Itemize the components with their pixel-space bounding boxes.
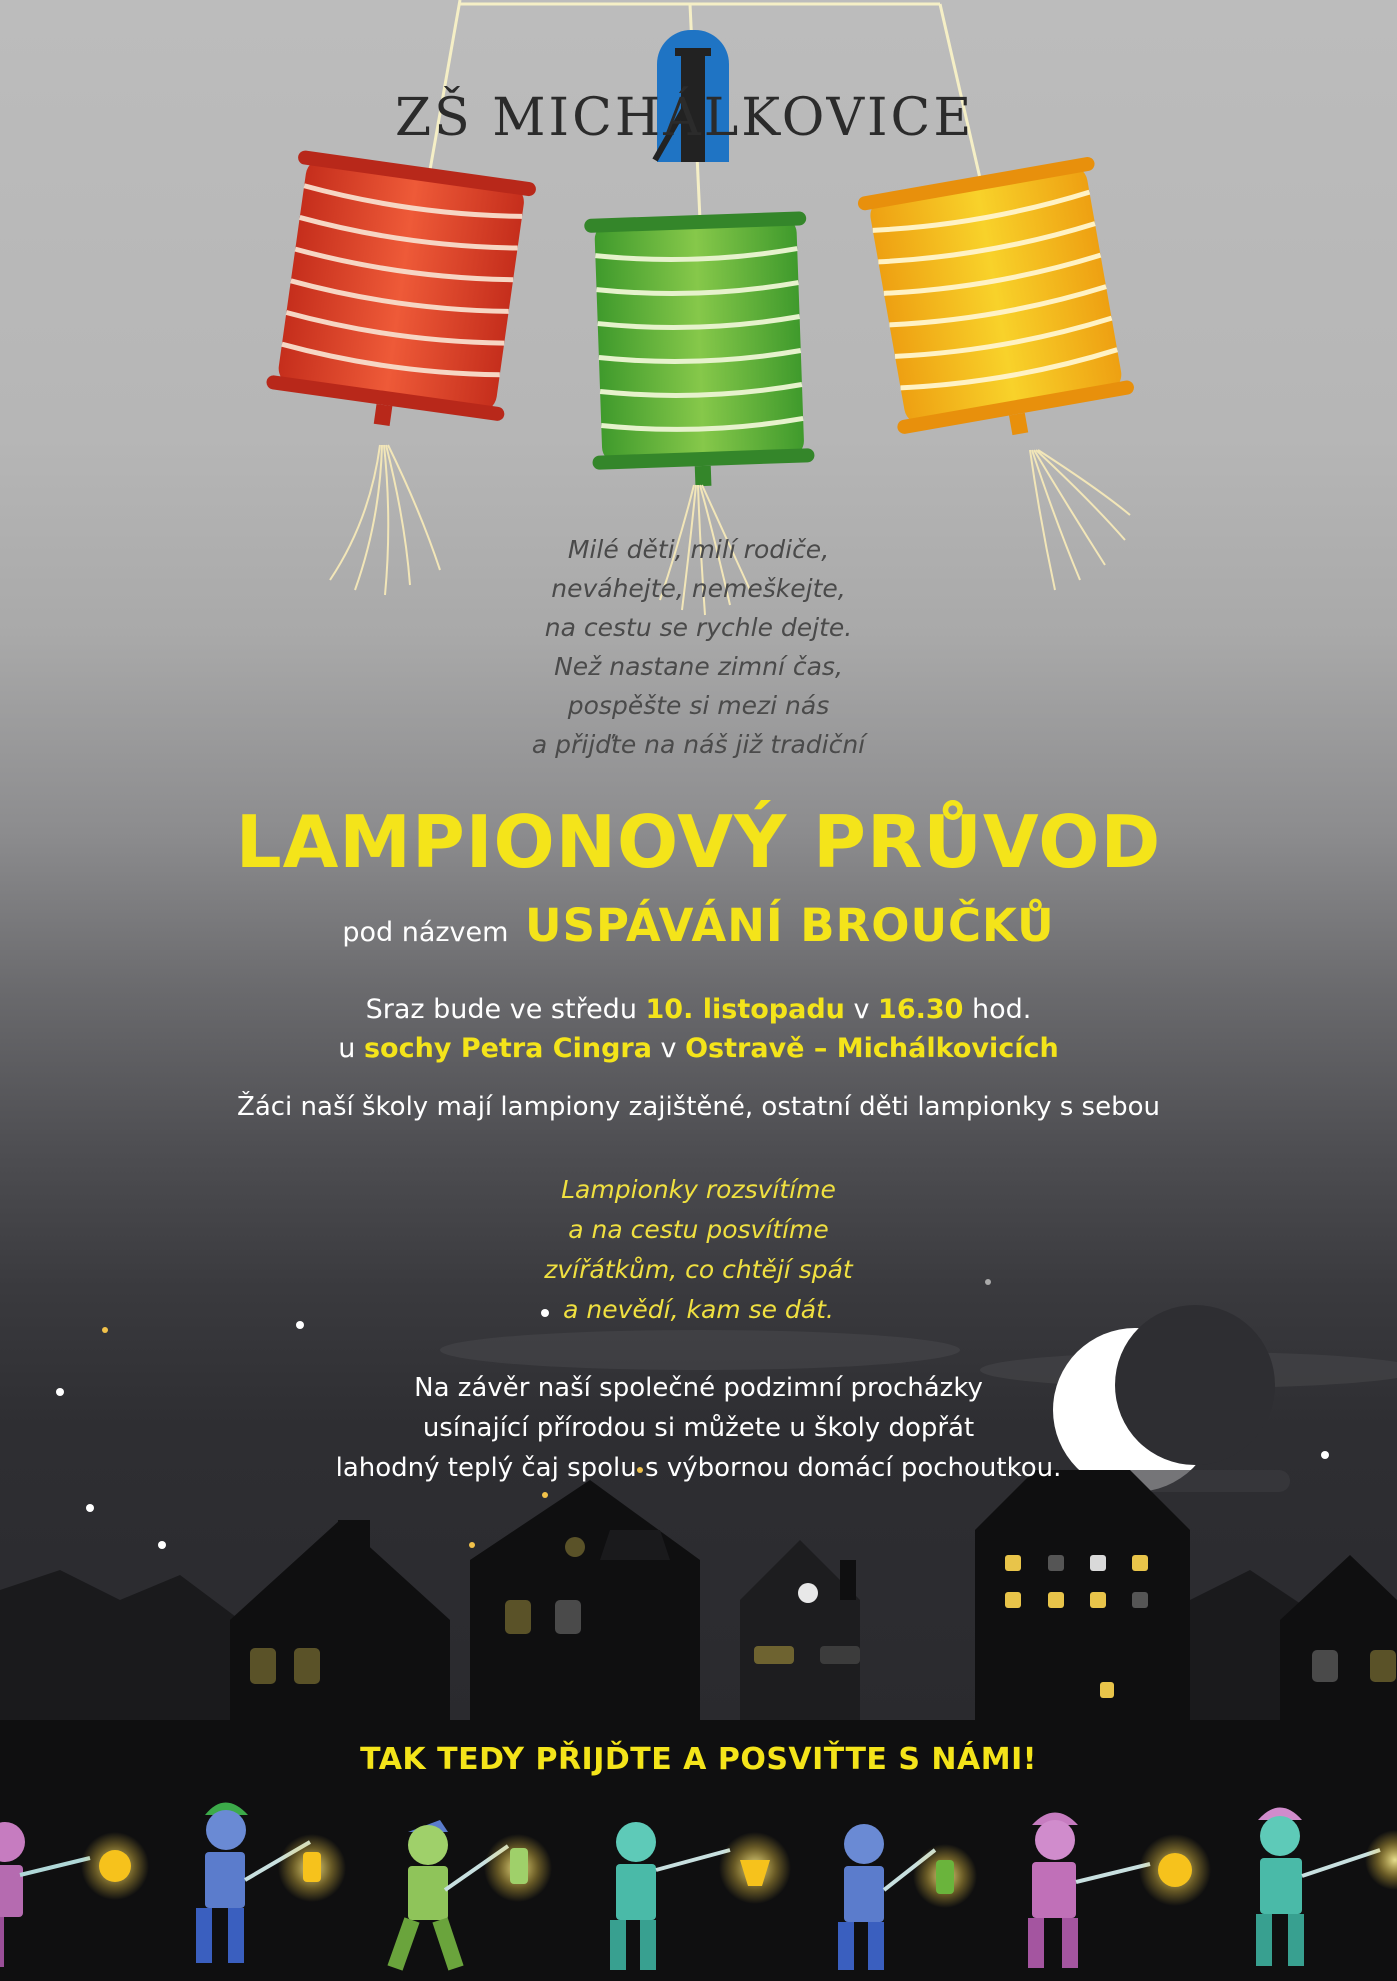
closing-text [0, 1368, 1397, 1488]
closing-line: lahodný teplý čaj spolu s výbornou domácí pochoutkou. [335, 1453, 1062, 1483]
lights-poem-line: a nevědí, kam se dát. [563, 1295, 834, 1324]
meeting-text: Sraz bude ve středu [365, 994, 646, 1025]
lights-poem-line: a na cestu posvítíme [568, 1215, 829, 1244]
meeting-place: sochy Petra Cingra [363, 1033, 652, 1064]
intro-poem-line: a přijďte na náš již tradiční [531, 730, 866, 759]
intro-poem-line: Než nastane zimní čas, [554, 652, 843, 681]
lantern-note: Žáci naší školy mají lampiony zajištěné, ostatní děti lampionky s sebou [237, 1092, 1160, 1122]
orange-lantern-icon [857, 156, 1139, 455]
intro-poem-line: na cestu se rychle dejte. [544, 613, 853, 642]
closing-line: usínající přírodou si můžete u školy dopřát [422, 1413, 975, 1443]
event-subtitle [0, 898, 1397, 961]
school-logo-text: ZŠ MICHÁLKOVICE [395, 88, 975, 148]
meeting-info [0, 990, 1397, 1068]
event-title: LAMPIONOVÝ PRŮVOD [235, 800, 1162, 884]
meeting-text: hod. [963, 994, 1032, 1025]
lights-poem-line: Lampionky rozsvítíme [561, 1175, 836, 1204]
meeting-line-place [0, 1029, 1397, 1068]
subtitle-prefix: pod názvem [342, 917, 509, 948]
closing-line: Na závěr naší společné podzimní procházky [414, 1373, 983, 1403]
lights-poem-line: zvířátkům, co chtějí spát [544, 1255, 853, 1284]
footer-callout: TAK TEDY PŘIJĎTE A POSVIŤTE S NÁMI! [360, 1742, 1037, 1777]
green-lantern-icon [584, 211, 815, 490]
meeting-city: Ostravě – Michálkovicích [685, 1033, 1059, 1064]
red-lantern-icon [263, 150, 537, 442]
meeting-text: v [651, 1033, 686, 1064]
meeting-time: 16.30 [878, 994, 964, 1025]
meeting-date: 10. listopadu [645, 994, 845, 1025]
lights-poem [0, 1170, 1397, 1330]
intro-poem-line: Milé děti, milí rodiče, [567, 535, 830, 564]
subtitle-name: USPÁVÁNÍ BROUČKŮ [525, 899, 1055, 952]
meeting-text: u [338, 1033, 364, 1064]
meeting-text: v [844, 994, 879, 1025]
meeting-line-date [0, 990, 1397, 1029]
intro-poem [0, 530, 1397, 764]
intro-poem-line: neváhejte, nemeškejte, [551, 574, 846, 603]
intro-poem-line: pospěšte si mezi nás [567, 691, 830, 720]
